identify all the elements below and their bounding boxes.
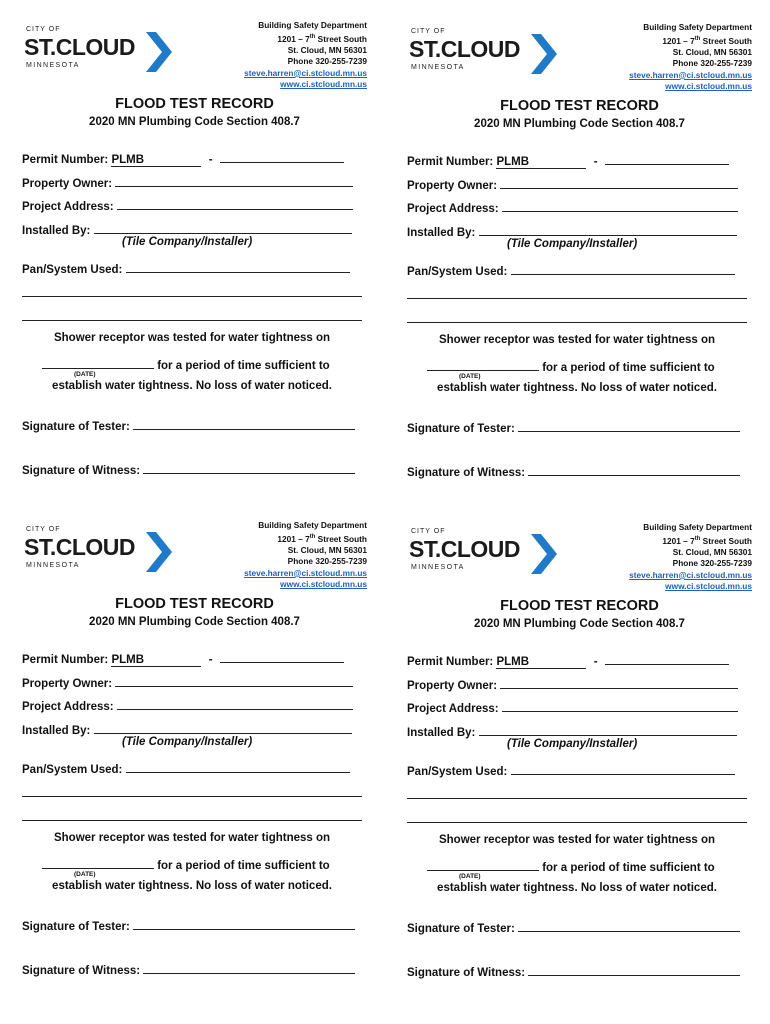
permit-number-label: Permit Number:: [22, 154, 109, 166]
witness-signature-row: [22, 961, 355, 977]
pan-system-row: [22, 260, 350, 276]
street-number: 1201 – 7: [277, 533, 310, 544]
website-link[interactable]: www.ci.stcloud.mn.us: [665, 81, 752, 92]
permit-suffix-field[interactable]: [220, 150, 344, 163]
witness-signature-label: Signature of Witness:: [407, 467, 526, 479]
permit-number-row: [22, 650, 344, 667]
form-subtitle: 2020 MN Plumbing Code Section 408.7: [89, 616, 300, 628]
form-subtitle: 2020 MN Plumbing Code Section 408.7: [89, 116, 300, 128]
witness-signature-row: [407, 463, 740, 479]
installer-note: (Tile Company/Installer): [122, 236, 253, 248]
website-link[interactable]: www.ci.stcloud.mn.us: [280, 579, 367, 590]
project-address-field[interactable]: [117, 697, 353, 710]
logo-city-name: ST.CLOUD: [24, 534, 135, 560]
pan-system-label: Pan/System Used:: [407, 766, 508, 778]
permit-number-field[interactable]: [496, 656, 586, 669]
permit-dash: -: [208, 154, 213, 166]
street-address: [244, 532, 367, 545]
statement-line-1: Shower receptor was tested for water tightness on: [438, 334, 716, 346]
department-address-block: [629, 522, 752, 593]
project-address-label: Project Address:: [22, 701, 114, 713]
test-date-field[interactable]: [42, 856, 154, 869]
street-name: Street South: [700, 35, 752, 46]
property-owner-field[interactable]: [115, 674, 353, 687]
street-ordinal: th: [309, 533, 316, 540]
statement-line-2: for a period of time sufficient to: [157, 360, 330, 372]
pan-system-extra-line-2[interactable]: [407, 322, 747, 323]
website-link[interactable]: www.ci.stcloud.mn.us: [280, 79, 367, 90]
pan-system-label: Pan/System Used:: [22, 264, 123, 276]
pan-system-field[interactable]: [511, 262, 735, 275]
property-owner-label: Property Owner:: [22, 178, 113, 190]
project-address-row: [407, 699, 738, 715]
statement-line-2-row: [42, 856, 330, 872]
permit-number-field[interactable]: [111, 154, 201, 167]
logo-city-of: CITY OF: [26, 26, 61, 33]
website-link[interactable]: www.ci.stcloud.mn.us: [665, 581, 752, 592]
installed-by-label: Installed By:: [22, 725, 91, 737]
test-date-field[interactable]: [427, 858, 539, 871]
chevron-logo-icon: [144, 32, 174, 72]
witness-signature-row: [407, 963, 740, 979]
email-link[interactable]: steve.harren@ci.stcloud.mn.us: [244, 567, 367, 578]
street-ordinal: th: [309, 33, 316, 40]
pan-system-extra-line-1[interactable]: [22, 296, 362, 297]
pan-system-label: Pan/System Used:: [407, 266, 508, 278]
permit-suffix-field[interactable]: [605, 652, 729, 665]
witness-signature-field[interactable]: [528, 463, 740, 476]
phone-number: Phone 320-255-7239: [672, 58, 752, 69]
pan-system-extra-line-1[interactable]: [407, 298, 747, 299]
logo-city-of: CITY OF: [26, 526, 61, 533]
email-link[interactable]: steve.harren@ci.stcloud.mn.us: [629, 569, 752, 580]
property-owner-label: Property Owner:: [407, 180, 498, 192]
city-logo: [409, 528, 559, 580]
city-state-zip: St. Cloud, MN 56301: [672, 546, 752, 557]
department-name: Building Safety Department: [643, 22, 752, 32]
pan-system-extra-line-1[interactable]: [407, 798, 747, 799]
installed-by-field[interactable]: [94, 721, 352, 734]
property-owner-row: [22, 174, 353, 190]
statement-line-2: for a period of time sufficient to: [157, 860, 330, 872]
statement-line-3: establish water tightness. No loss of water noticed.: [437, 382, 717, 394]
email-link[interactable]: steve.harren@ci.stcloud.mn.us: [244, 67, 367, 78]
date-note: (DATE): [459, 373, 481, 380]
logo-city-of: CITY OF: [411, 528, 446, 535]
permit-number-label: Permit Number:: [407, 656, 494, 668]
permit-prefix: PLMB: [111, 654, 145, 666]
logo-city-name: ST.CLOUD: [409, 536, 520, 562]
test-date-field[interactable]: [42, 356, 154, 369]
tester-signature-label: Signature of Tester:: [22, 921, 130, 933]
property-owner-row: [22, 674, 353, 690]
permit-dash: -: [208, 654, 213, 666]
permit-suffix-field[interactable]: [220, 650, 344, 663]
department-address-block: [629, 22, 752, 93]
project-address-label: Project Address:: [22, 201, 114, 213]
test-date-field[interactable]: [427, 358, 539, 371]
witness-signature-label: Signature of Witness:: [22, 965, 141, 977]
tester-signature-row: [22, 417, 355, 433]
tester-signature-label: Signature of Tester:: [22, 421, 130, 433]
city-state-zip: St. Cloud, MN 56301: [672, 46, 752, 57]
logo-state: MINNESOTA: [411, 564, 465, 571]
form-title: FLOOD TEST RECORD: [115, 596, 274, 612]
permit-number-label: Permit Number:: [22, 654, 109, 666]
department-name: Building Safety Department: [258, 520, 367, 530]
street-address: [629, 34, 752, 47]
installed-by-label: Installed By:: [407, 227, 476, 239]
installed-by-field[interactable]: [479, 723, 737, 736]
installer-note: (Tile Company/Installer): [507, 738, 638, 750]
permit-number-label: Permit Number:: [407, 156, 494, 168]
project-address-field[interactable]: [502, 699, 738, 712]
pan-system-extra-line-2[interactable]: [407, 822, 747, 823]
tester-signature-row: [407, 419, 740, 435]
city-logo: [24, 26, 174, 78]
witness-signature-field[interactable]: [143, 461, 355, 474]
pan-system-row: [22, 760, 350, 776]
tester-signature-label: Signature of Tester:: [407, 423, 515, 435]
street-ordinal: th: [694, 535, 701, 542]
installed-by-field[interactable]: [94, 221, 352, 234]
installed-by-row: [407, 723, 737, 739]
pan-system-field[interactable]: [511, 762, 735, 775]
street-address: [629, 534, 752, 547]
form-title: FLOOD TEST RECORD: [500, 98, 659, 114]
phone-number: Phone 320-255-7239: [287, 556, 367, 567]
pan-system-row: [407, 762, 735, 778]
logo-state: MINNESOTA: [26, 562, 80, 569]
department-name: Building Safety Department: [258, 20, 367, 30]
tester-signature-field[interactable]: [133, 417, 355, 430]
property-owner-label: Property Owner:: [22, 678, 113, 690]
permit-number-row: [407, 652, 729, 669]
city-state-zip: St. Cloud, MN 56301: [287, 44, 367, 55]
statement-line-1: Shower receptor was tested for water tightness on: [53, 332, 331, 344]
permit-number-field[interactable]: [496, 156, 586, 169]
statement-line-3: establish water tightness. No loss of water noticed.: [437, 882, 717, 894]
tester-signature-field[interactable]: [518, 419, 740, 432]
tester-signature-field[interactable]: [133, 917, 355, 930]
project-address-field[interactable]: [502, 199, 738, 212]
statement-line-1: Shower receptor was tested for water tightness on: [438, 834, 716, 846]
form-title: FLOOD TEST RECORD: [500, 598, 659, 614]
installed-by-label: Installed By:: [22, 225, 91, 237]
tester-signature-label: Signature of Tester:: [407, 923, 515, 935]
street-number: 1201 – 7: [662, 35, 695, 46]
permit-dash: -: [593, 656, 598, 668]
pan-system-label: Pan/System Used:: [22, 764, 123, 776]
project-address-label: Project Address:: [407, 703, 499, 715]
permit-prefix: PLMB: [496, 656, 530, 668]
logo-state: MINNESOTA: [26, 62, 80, 69]
chevron-logo-icon: [529, 534, 559, 574]
installed-by-label: Installed By:: [407, 727, 476, 739]
chevron-logo-icon: [529, 34, 559, 74]
department-address-block: [244, 20, 367, 91]
department-address-block: [244, 520, 367, 591]
permit-suffix-field[interactable]: [605, 152, 729, 165]
street-number: 1201 – 7: [277, 33, 310, 44]
department-name: Building Safety Department: [643, 522, 752, 532]
flood-test-card-bottom-right: [407, 522, 752, 1012]
statement-line-3: establish water tightness. No loss of water noticed.: [52, 380, 332, 392]
statement-line-2: for a period of time sufficient to: [542, 362, 715, 374]
statement-line-1: Shower receptor was tested for water tightness on: [53, 832, 331, 844]
form-subtitle: 2020 MN Plumbing Code Section 408.7: [474, 618, 685, 630]
tester-signature-row: [407, 919, 740, 935]
property-owner-field[interactable]: [115, 174, 353, 187]
logo-state: MINNESOTA: [411, 64, 465, 71]
statement-line-3: establish water tightness. No loss of water noticed.: [52, 880, 332, 892]
street-ordinal: th: [694, 35, 701, 42]
property-owner-label: Property Owner:: [407, 680, 498, 692]
installed-by-row: [22, 721, 352, 737]
project-address-label: Project Address:: [407, 203, 499, 215]
city-logo: [409, 28, 559, 80]
permit-number-row: [407, 152, 729, 169]
project-address-field[interactable]: [117, 197, 353, 210]
email-link[interactable]: steve.harren@ci.stcloud.mn.us: [629, 69, 752, 80]
permit-number-field[interactable]: [111, 654, 201, 667]
chevron-logo-icon: [144, 532, 174, 572]
statement-line-2: for a period of time sufficient to: [542, 862, 715, 874]
pan-system-extra-line-1[interactable]: [22, 796, 362, 797]
witness-signature-label: Signature of Witness:: [407, 967, 526, 979]
pan-system-row: [407, 262, 735, 278]
property-owner-row: [407, 176, 738, 192]
street-name: Street South: [315, 533, 367, 544]
witness-signature-field[interactable]: [143, 961, 355, 974]
installed-by-row: [22, 221, 352, 237]
street-name: Street South: [315, 33, 367, 44]
pan-system-field[interactable]: [126, 760, 350, 773]
property-owner-field[interactable]: [500, 176, 738, 189]
project-address-row: [22, 697, 353, 713]
city-state-zip: St. Cloud, MN 56301: [287, 544, 367, 555]
installed-by-row: [407, 223, 737, 239]
logo-city-name: ST.CLOUD: [24, 34, 135, 60]
witness-signature-label: Signature of Witness:: [22, 465, 141, 477]
statement-line-2-row: [427, 358, 715, 374]
street-number: 1201 – 7: [662, 535, 695, 546]
witness-signature-field[interactable]: [528, 963, 740, 976]
property-owner-field[interactable]: [500, 676, 738, 689]
street-name: Street South: [700, 535, 752, 546]
tester-signature-field[interactable]: [518, 919, 740, 932]
phone-number: Phone 320-255-7239: [672, 558, 752, 569]
installer-note: (Tile Company/Installer): [122, 736, 253, 748]
tester-signature-row: [22, 917, 355, 933]
flood-test-card-top-left: [22, 20, 367, 510]
installed-by-field[interactable]: [479, 223, 737, 236]
statement-line-2-row: [427, 858, 715, 874]
project-address-row: [22, 197, 353, 213]
witness-signature-row: [22, 461, 355, 477]
date-note: (DATE): [459, 873, 481, 880]
street-address: [244, 32, 367, 45]
permit-dash: -: [593, 156, 598, 168]
form-title: FLOOD TEST RECORD: [115, 96, 274, 112]
flood-test-card-top-right: [407, 22, 752, 512]
pan-system-extra-line-2[interactable]: [22, 820, 362, 821]
permit-prefix: PLMB: [111, 154, 145, 166]
city-logo: [24, 526, 174, 578]
form-subtitle: 2020 MN Plumbing Code Section 408.7: [474, 118, 685, 130]
date-note: (DATE): [74, 371, 96, 378]
flood-test-card-bottom-left: [22, 520, 367, 1010]
statement-line-2-row: [42, 356, 330, 372]
pan-system-field[interactable]: [126, 260, 350, 273]
project-address-row: [407, 199, 738, 215]
permit-prefix: PLMB: [496, 156, 530, 168]
property-owner-row: [407, 676, 738, 692]
logo-city-name: ST.CLOUD: [409, 36, 520, 62]
installer-note: (Tile Company/Installer): [507, 238, 638, 250]
logo-city-of: CITY OF: [411, 28, 446, 35]
date-note: (DATE): [74, 871, 96, 878]
pan-system-extra-line-2[interactable]: [22, 320, 362, 321]
phone-number: Phone 320-255-7239: [287, 56, 367, 67]
permit-number-row: [22, 150, 344, 167]
